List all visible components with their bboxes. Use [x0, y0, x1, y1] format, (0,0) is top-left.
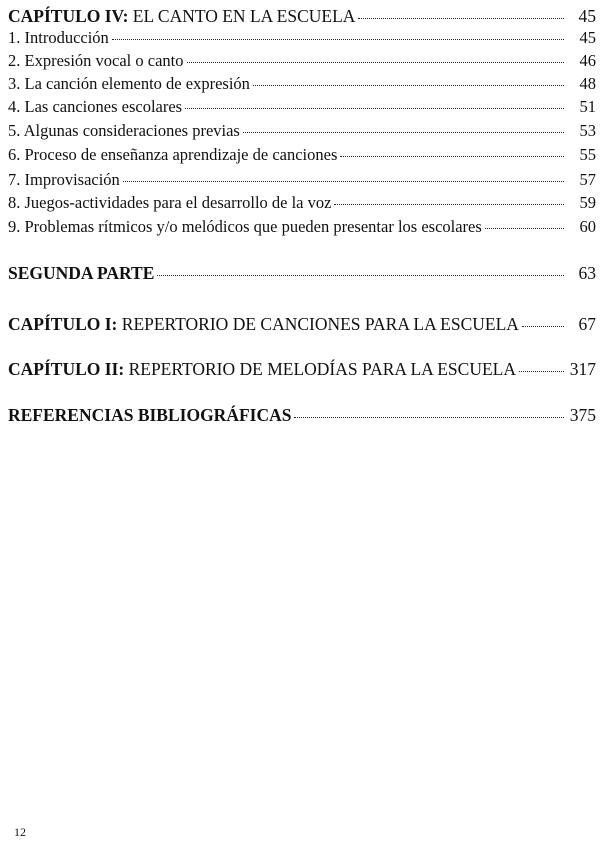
dot-leader	[157, 275, 564, 276]
chapter-ii-prefix: CAPÍTULO II:	[8, 359, 125, 379]
toc-item	[8, 170, 596, 190]
toc-item-page: 45	[579, 28, 596, 47]
referencias-page: 375	[569, 405, 596, 425]
toc-item-label: 9. Problemas rítmicos y/o melódicos que pueden presentar los escolares	[8, 217, 482, 236]
toc-item-page: 60	[579, 217, 596, 236]
chapter-iv-page: 45	[578, 6, 596, 26]
page-number: 12	[14, 825, 26, 839]
chapter-i-prefix: CAPÍTULO I:	[8, 314, 118, 334]
dot-leader	[334, 204, 564, 205]
chapter-i-title: REPERTORIO DE CANCIONES PARA LA ESCUELA	[117, 314, 519, 334]
toc-item-label: 2. Expresión vocal o canto	[8, 51, 184, 70]
toc-item	[8, 217, 596, 237]
toc-chapter-i	[8, 314, 596, 334]
dot-leader	[294, 417, 564, 418]
toc-item	[8, 28, 596, 48]
toc-item-label: 7. Improvisación	[8, 170, 120, 189]
toc-item-label: 6. Proceso de enseñanza aprendizaje de canciones	[8, 145, 338, 164]
toc-chapter-ii	[8, 359, 596, 379]
chapter-iv-title: EL CANTO EN LA ESCUELA	[128, 6, 356, 26]
toc-item	[8, 74, 596, 94]
dot-leader	[519, 371, 564, 372]
toc-item-page: 57	[579, 170, 596, 189]
chapter-iv-prefix: CAPÍTULO IV:	[8, 6, 129, 26]
toc-item-page: 46	[579, 51, 596, 70]
toc-item-label: 1. Introducción	[8, 28, 109, 47]
dot-leader	[358, 18, 564, 19]
toc-item	[8, 51, 596, 71]
toc-item	[8, 97, 596, 117]
dot-leader	[522, 326, 564, 327]
dot-leader	[112, 39, 564, 40]
toc-item-label: 4. Las canciones escolares	[8, 97, 183, 116]
toc-item-page: 55	[579, 145, 596, 164]
toc-item	[8, 121, 596, 141]
toc-item-label: 8. Juegos-actividades para el desarrollo de la voz	[8, 193, 332, 212]
toc-item-page: 48	[579, 74, 596, 93]
chapter-ii-page: 317	[569, 359, 596, 379]
dot-leader	[187, 62, 565, 63]
referencias-title: REFERENCIAS BIBLIOGRÁFICAS	[8, 405, 292, 425]
segunda-parte-page: 63	[578, 263, 596, 283]
dot-leader	[123, 181, 564, 182]
toc-segunda-parte	[8, 263, 596, 283]
toc-item	[8, 193, 596, 213]
dot-leader	[185, 108, 564, 109]
toc-item-page: 53	[579, 121, 596, 140]
dot-leader	[340, 156, 564, 157]
toc-referencias	[8, 405, 596, 425]
toc-item	[8, 145, 596, 165]
chapter-i-page: 67	[578, 314, 596, 334]
segunda-parte-title: SEGUNDA PARTE	[8, 263, 155, 283]
toc-chapter-iv	[8, 6, 596, 26]
toc-item-page: 51	[579, 97, 596, 116]
dot-leader	[485, 228, 564, 229]
toc-item-label: 5. Algunas consideraciones previas	[8, 121, 240, 140]
chapter-ii-title: REPERTORIO DE MELODÍAS PARA LA ESCUELA	[124, 359, 516, 379]
toc-item-page: 59	[579, 193, 596, 212]
toc-item-label: 3. La canción elemento de expresión	[8, 74, 250, 93]
dot-leader	[243, 132, 564, 133]
dot-leader	[253, 85, 564, 86]
